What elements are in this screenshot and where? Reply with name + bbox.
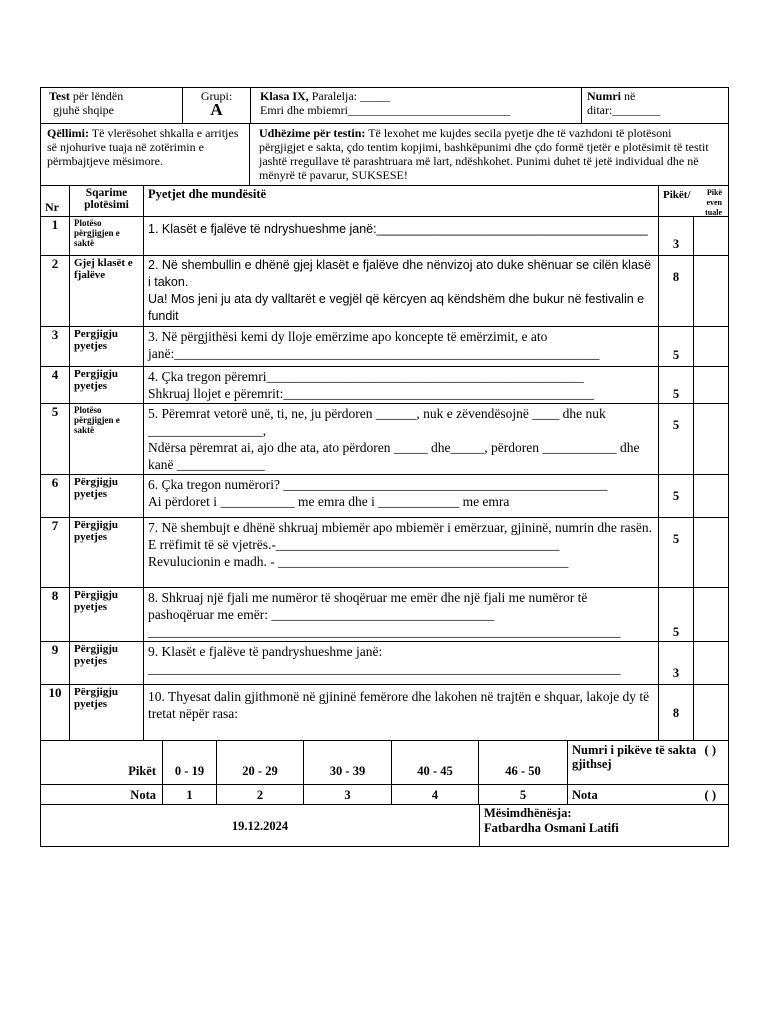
- question-row: [41, 642, 729, 685]
- question-row: [41, 404, 729, 475]
- question-points: 3: [659, 217, 694, 256]
- class-label: Klasa IX,: [260, 89, 309, 103]
- range-cell: 0 - 19: [163, 741, 217, 785]
- test-form: [40, 87, 728, 847]
- col-points: [659, 186, 729, 217]
- earned-points-cell[interactable]: [694, 367, 729, 404]
- earned-points-cell[interactable]: [694, 475, 729, 518]
- question-line: Ua! Mos jeni ju ata dy valltarët e vegjël që kërcyen aq këndshëm dhe bukur në festivalin e fundit: [148, 292, 645, 323]
- question-text[interactable]: [144, 518, 659, 588]
- question-line: 6. Çka tregon numërori? ________________________________________________: [148, 477, 608, 492]
- question-instruction: Përgjigju pyetjes: [70, 518, 144, 588]
- earned-points-cell[interactable]: [694, 518, 729, 588]
- questions-table: [40, 185, 729, 741]
- subject-cell: [41, 88, 183, 124]
- class-cell: [251, 88, 582, 124]
- total-label: Numri i pikëve të sakta gjithsej: [572, 743, 697, 771]
- range-cell: 46 - 50: [479, 741, 568, 785]
- grading-table: [40, 740, 729, 805]
- final-grade-cell: [568, 785, 729, 805]
- col-points-label: Pikët/: [663, 189, 691, 201]
- subject-name: gjuhë shqipe: [53, 103, 114, 117]
- question-instruction: Përgjigju pyetjes: [70, 588, 144, 642]
- question-text[interactable]: [144, 588, 659, 642]
- question-line: 3. Në përgjithësi kemi dy lloje emërzime apo koncepte të emërzimit, e ato janë:_______________________________________________________________: [148, 329, 600, 361]
- footer-table: [40, 804, 729, 847]
- earned-points-cell[interactable]: [694, 685, 729, 741]
- question-line: 9. Klasët e fjalëve të pandryshueshme janë:: [148, 644, 383, 659]
- col-instruction: Sqarime plotësimi: [70, 186, 144, 217]
- group-label: Grupi:: [200, 89, 233, 103]
- number-cell: [582, 88, 729, 124]
- question-text[interactable]: [144, 404, 659, 475]
- question-line: Ai përdoret i ___________ me emra dhe i ____________ me emra: [148, 494, 510, 509]
- question-text[interactable]: [144, 367, 659, 404]
- question-points: 8: [659, 685, 694, 741]
- grade-label: Nota: [41, 785, 163, 805]
- question-row: [41, 327, 729, 367]
- question-points: 5: [659, 327, 694, 367]
- header-table: [40, 87, 729, 124]
- question-points: 5: [659, 588, 694, 642]
- grade-cell: 3: [304, 785, 392, 805]
- question-points: 5: [659, 367, 694, 404]
- question-text[interactable]: [144, 642, 659, 685]
- instructions-table: [40, 123, 729, 186]
- question-row: [41, 475, 729, 518]
- question-instruction: Pergjigju pyetjes: [70, 327, 144, 367]
- col-possible-label: Pikë even tuale: [705, 188, 722, 217]
- question-line: 7. Në shembujt e dhënë shkruaj mbiemër apo mbiemër i emërzuar, gjininë, numrin dhe rasën.: [148, 520, 653, 535]
- name-line[interactable]: Emri dhe mbiemri___________________________: [260, 103, 510, 117]
- guide-cell: [250, 124, 729, 186]
- question-row: [41, 217, 729, 256]
- question-text[interactable]: [144, 217, 659, 256]
- total-paren[interactable]: ( ): [704, 743, 716, 757]
- question-instruction: Përgjigju pyetjes: [70, 685, 144, 741]
- question-points: 3: [659, 642, 694, 685]
- columns-header-row: [41, 186, 729, 217]
- question-number: 5: [41, 404, 70, 475]
- grade-row: [41, 785, 729, 805]
- guide-label: Udhëzime për testin:: [259, 126, 366, 140]
- question-line: Shkruaj llojet e përemrit:______________________________________________: [148, 386, 594, 401]
- question-number: 8: [41, 588, 70, 642]
- question-number: 7: [41, 518, 70, 588]
- test-rest: për lëndën: [69, 89, 124, 103]
- earned-points-cell[interactable]: [694, 217, 729, 256]
- question-number: 10: [41, 685, 70, 741]
- question-instruction: Përgjigju pyetjes: [70, 642, 144, 685]
- question-line: ______________________________________________________________________: [148, 661, 621, 676]
- col-question: Pyetjet dhe mundësitë: [144, 186, 659, 217]
- question-line: 1. Klasët e fjalëve të ndryshueshme janë:_______________________________________: [148, 222, 648, 236]
- group-value: A: [210, 100, 223, 119]
- question-points: 5: [659, 404, 694, 475]
- diary-line[interactable]: ditar:________: [587, 103, 661, 117]
- grade-cell: 1: [163, 785, 217, 805]
- number-label: Numri: [587, 89, 621, 103]
- question-text[interactable]: [144, 256, 659, 327]
- question-row: [41, 685, 729, 741]
- question-instruction: Përgjigju pyetjes: [70, 475, 144, 518]
- total-points-cell: [568, 741, 729, 785]
- earned-points-cell[interactable]: [694, 404, 729, 475]
- earned-points-cell[interactable]: [694, 588, 729, 642]
- question-instruction: Plotëso përgjigjen e saktë: [70, 404, 144, 475]
- question-points: 5: [659, 518, 694, 588]
- question-points: 5: [659, 475, 694, 518]
- class-rest: Paralelja: _____: [308, 89, 390, 103]
- guide-text: Të lexohet me kujdes secila pyetje dhe të vazhdoni të plotësoni përgjigjet e sakta, çdo tentim kopjimi, bashkëpunimi dhe çdo formë tjetër e plotësimit të testit jashtë rregullave të parashtruara më lart, ndëshkohet. Punimi duhet të jetë individual dhe në mënyrë të pavarur, SUKSESE!: [259, 126, 709, 182]
- question-line: 10. Thyesat dalin gjithmonë në gjininë femërore dhe lakohen në trajtën e shquar, lakoje dy të tretat nëpër rasa:: [148, 689, 650, 721]
- question-line: 8. Shkruaj një fjali me numëror të shoqëruar me emër dhe një fjali me numëror të pashoqëruar me emër: _________________________________: [148, 590, 588, 622]
- teacher-cell: [480, 805, 729, 847]
- test-label: Test: [49, 89, 70, 103]
- question-number: 3: [41, 327, 70, 367]
- grade-cell: 4: [392, 785, 479, 805]
- question-line: Ndërsa përemrat ai, ajo dhe ata, ato përdoren _____ dhe_____, përdoren ___________ dhe kanë _____________: [148, 440, 640, 472]
- range-cell: 20 - 29: [217, 741, 304, 785]
- question-points: 8: [659, 256, 694, 327]
- goal-label: Qëllimi:: [47, 126, 89, 140]
- question-line: ______________________________________________________________________: [148, 624, 621, 639]
- question-number: 6: [41, 475, 70, 518]
- points-range-row: [41, 741, 729, 785]
- test-date: 19.12.2024: [231, 818, 289, 833]
- question-instruction: Plotëso përgjigjen e saktë: [70, 217, 144, 256]
- question-row: [41, 588, 729, 642]
- question-row: [41, 367, 729, 404]
- points-label: Pikët: [41, 741, 163, 785]
- question-row: [41, 518, 729, 588]
- question-number: 9: [41, 642, 70, 685]
- question-line: Revulucionin e madh. - ___________________________________________: [148, 554, 569, 569]
- question-line: E rrëfimit të së vjetrës.-__________________________________________: [148, 537, 560, 552]
- earned-points-cell[interactable]: [694, 256, 729, 327]
- date-cell: [41, 805, 480, 847]
- goal-text: Të vlerësohet shkalla e arritjes së njohurive tuaja në zotërimin e përmbajtjeve mësimore.: [47, 126, 239, 168]
- col-nr: Nr: [41, 186, 70, 217]
- question-number: 4: [41, 367, 70, 404]
- grade-cell: 2: [217, 785, 304, 805]
- range-cell: 30 - 39: [304, 741, 392, 785]
- question-instruction: Gjej klasët e fjalëve: [70, 256, 144, 327]
- question-number: 2: [41, 256, 70, 327]
- grade-cell: 5: [479, 785, 568, 805]
- question-text[interactable]: [144, 475, 659, 518]
- question-number: 1: [41, 217, 70, 256]
- earned-points-cell[interactable]: [694, 327, 729, 367]
- question-instruction: Pergjigju pyetjes: [70, 367, 144, 404]
- range-cell: 40 - 45: [392, 741, 479, 785]
- goal-cell: [41, 124, 250, 186]
- teacher-label: Mësimdhënësja:: [484, 806, 572, 820]
- nota-label: Nota: [572, 787, 598, 802]
- question-row: [41, 256, 729, 327]
- question-text[interactable]: [144, 685, 659, 741]
- question-line: 4. Çka tregon përemri_______________________________________________: [148, 369, 584, 384]
- number-rest: në: [621, 89, 636, 103]
- earned-points-cell[interactable]: [694, 642, 729, 685]
- question-line: 5. Përemrat vetorë unë, ti, ne, ju përdoren ______, nuk e zëvendësojnë ____ dhe nuk _________________,: [148, 406, 606, 438]
- question-text[interactable]: [144, 327, 659, 367]
- question-line: 2. Në shembullin e dhënë gjej klasët e fjalëve dhe nënvizoj ato duke shënuar se cilën klasë i takon.: [148, 258, 652, 289]
- group-cell: [183, 88, 251, 124]
- teacher-name: Fatbardha Osmani Latifi: [484, 821, 619, 835]
- nota-paren[interactable]: ( ): [704, 787, 716, 802]
